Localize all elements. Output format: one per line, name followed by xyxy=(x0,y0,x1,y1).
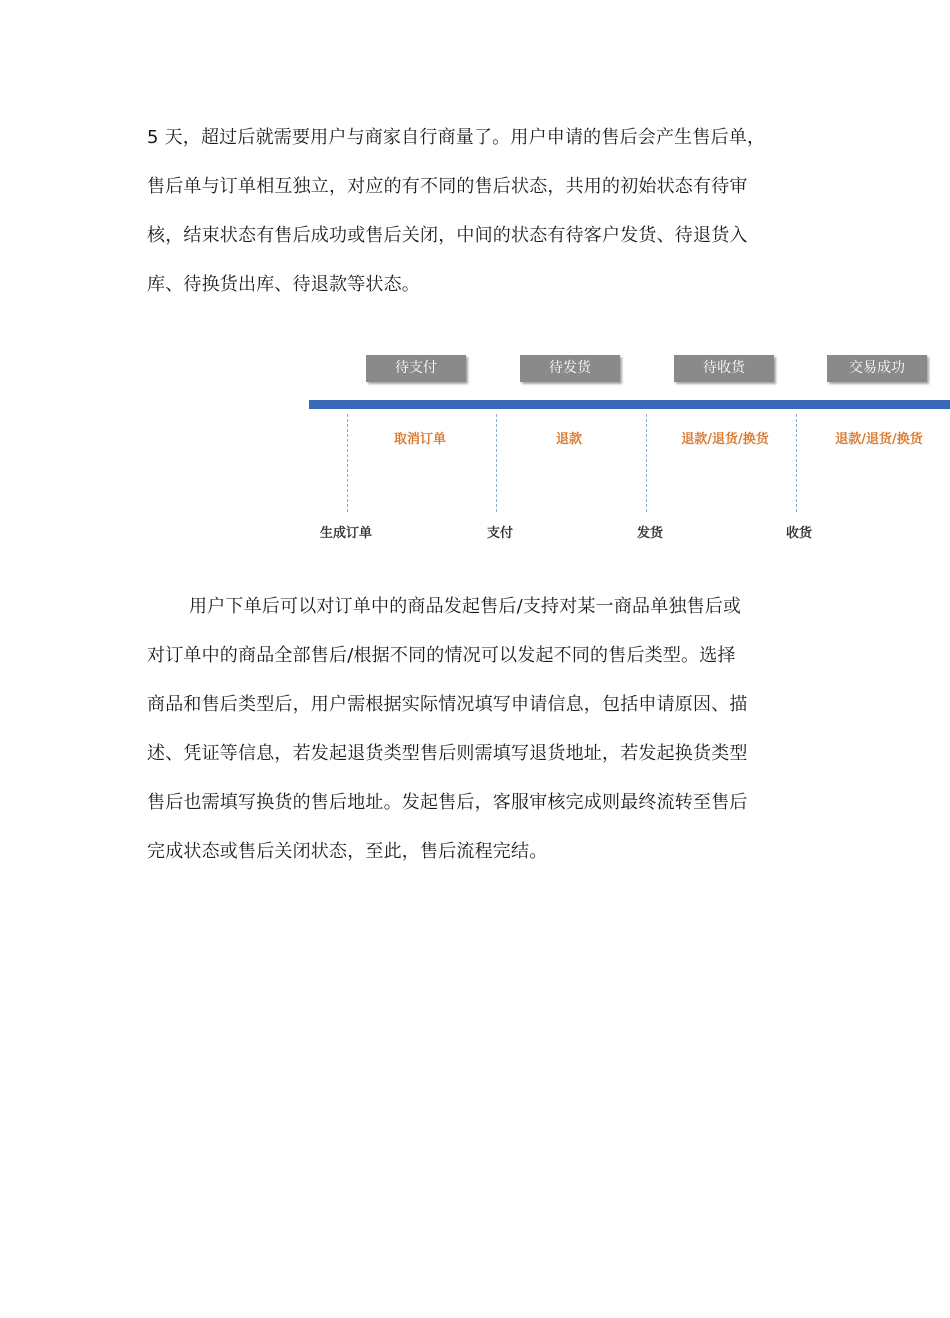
order-status-flow-diagram xyxy=(0,340,950,560)
timeline-divider xyxy=(496,414,497,512)
text-line: 核，结束状态有售后成功或售后关闭，中间的状态有待客户发货、待退货入 xyxy=(147,225,748,246)
state-box-pending-receipt: 待收货 xyxy=(674,355,774,382)
state-box-pending-shipment: 待发货 xyxy=(520,355,620,382)
timeline-bar xyxy=(309,400,950,409)
text-line: 述、凭证等信息，若发起退货类型售后则需填写退货地址，若发起换货类型 xyxy=(147,743,748,764)
text-line: 用户下单后可以对订单中的商品发起售后/支持对某一商品单独售后或 xyxy=(189,596,742,617)
text-line: 对订单中的商品全部售后/根据不同的情况可以发起不同的售后类型。选择 xyxy=(147,645,736,666)
paragraph-after-sales-process xyxy=(147,582,812,876)
timeline-divider xyxy=(796,414,797,512)
state-box-pending-payment: 待支付 xyxy=(366,355,466,382)
action-label-refund-return-exchange: 退款/退货/换货 xyxy=(681,432,769,447)
state-box-trade-success: 交易成功 xyxy=(827,355,927,382)
timeline-divider xyxy=(646,414,647,512)
text-line: 售后单与订单相互独立，对应的有不同的售后状态，共用的初始状态有待审 xyxy=(147,176,748,197)
timeline-divider xyxy=(347,414,348,512)
paragraph-after-sales-intro xyxy=(147,113,812,309)
event-label-create-order: 生成订单 xyxy=(319,526,372,541)
action-label-refund-return-exchange: 退款/退货/换货 xyxy=(835,432,923,447)
text-line: 商品和售后类型后，用户需根据实际情况填写申请信息，包括申请原因、描 xyxy=(147,694,748,715)
text-line: 5 天，超过后就需要用户与商家自行商量了。用户申请的售后会产生售后单， xyxy=(147,127,766,148)
action-label-cancel-order: 取消订单 xyxy=(393,432,446,447)
text-line: 完成状态或售后关闭状态，至此，售后流程完结。 xyxy=(147,841,548,862)
event-label-payment: 支付 xyxy=(486,526,513,541)
text-line: 库、待换货出库、待退款等状态。 xyxy=(147,274,420,295)
event-label-receipt: 收货 xyxy=(785,526,812,541)
text-line: 售后也需填写换货的售后地址。发起售后，客服审核完成则最终流转至售后 xyxy=(147,792,748,813)
action-label-refund: 退款 xyxy=(555,432,582,447)
event-label-shipment: 发货 xyxy=(636,526,663,541)
